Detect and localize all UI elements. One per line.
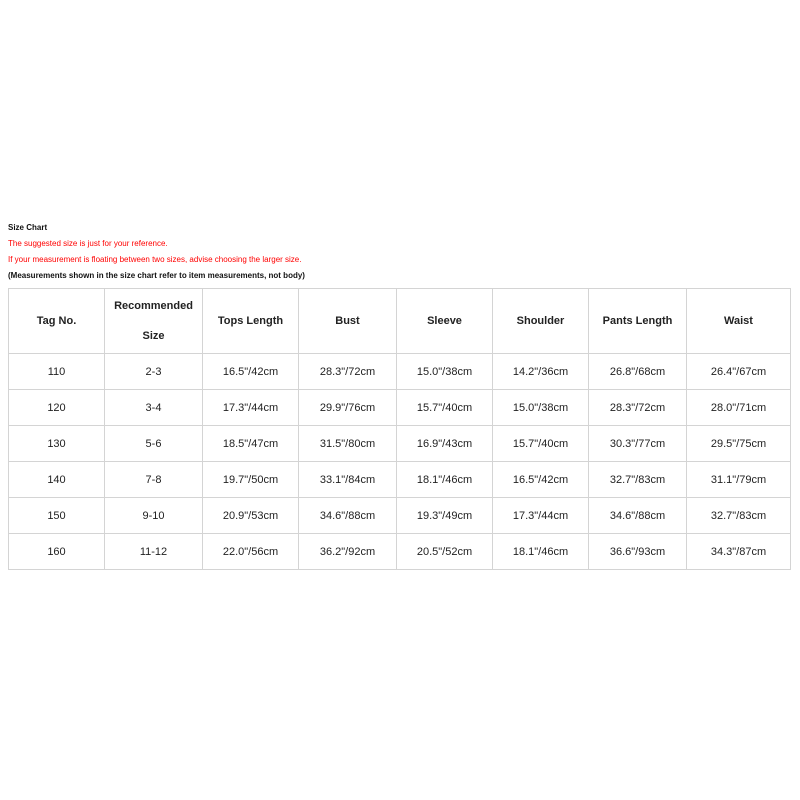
cell-pants-length: 26.8"/68cm — [589, 354, 687, 390]
cell-waist: 32.7"/83cm — [687, 498, 791, 534]
cell-tops-length: 17.3"/44cm — [203, 390, 299, 426]
header-tag-no: Tag No. — [9, 289, 105, 354]
larger-size-note: If your measurement is floating between two sizes, advise choosing the larger size. — [8, 255, 302, 264]
cell-shoulder: 15.7"/40cm — [493, 426, 589, 462]
cell-shoulder: 16.5"/42cm — [493, 462, 589, 498]
header-waist: Waist — [687, 289, 791, 354]
table-row — [9, 462, 791, 498]
cell-tag-no: 150 — [9, 498, 105, 534]
cell-sleeve: 15.0"/38cm — [397, 354, 493, 390]
header-tops-length: Tops Length — [203, 289, 299, 354]
cell-recommended-size: 3-4 — [105, 390, 203, 426]
cell-shoulder: 17.3"/44cm — [493, 498, 589, 534]
cell-waist: 28.0"/71cm — [687, 390, 791, 426]
cell-shoulder: 15.0"/38cm — [493, 390, 589, 426]
cell-bust: 31.5"/80cm — [299, 426, 397, 462]
header-shoulder: Shoulder — [493, 289, 589, 354]
cell-sleeve: 16.9"/43cm — [397, 426, 493, 462]
table-row — [9, 498, 791, 534]
cell-tag-no: 130 — [9, 426, 105, 462]
cell-recommended-size: 9-10 — [105, 498, 203, 534]
cell-bust: 29.9"/76cm — [299, 390, 397, 426]
cell-tag-no: 120 — [9, 390, 105, 426]
reference-note: The suggested size is just for your reference. — [8, 239, 168, 248]
cell-waist: 34.3"/87cm — [687, 534, 791, 570]
header-bust: Bust — [299, 289, 397, 354]
cell-tops-length: 16.5"/42cm — [203, 354, 299, 390]
cell-bust: 34.6"/88cm — [299, 498, 397, 534]
cell-pants-length: 28.3"/72cm — [589, 390, 687, 426]
table-row — [9, 534, 791, 570]
cell-shoulder: 14.2"/36cm — [493, 354, 589, 390]
cell-tag-no: 160 — [9, 534, 105, 570]
cell-pants-length: 34.6"/88cm — [589, 498, 687, 534]
cell-waist: 29.5"/75cm — [687, 426, 791, 462]
cell-sleeve: 15.7"/40cm — [397, 390, 493, 426]
cell-sleeve: 18.1"/46cm — [397, 462, 493, 498]
header-recommended-size: Recommended Size — [105, 289, 203, 354]
cell-tag-no: 110 — [9, 354, 105, 390]
measurement-note: (Measurements shown in the size chart refer to item measurements, not body) — [8, 271, 305, 280]
cell-recommended-size: 7-8 — [105, 462, 203, 498]
cell-recommended-size: 2-3 — [105, 354, 203, 390]
header-pants-length: Pants Length — [589, 289, 687, 354]
cell-pants-length: 30.3"/77cm — [589, 426, 687, 462]
table-header-row — [9, 289, 791, 354]
size-chart-document — [8, 220, 790, 570]
header-sleeve: Sleeve — [397, 289, 493, 354]
cell-tag-no: 140 — [9, 462, 105, 498]
cell-bust: 33.1"/84cm — [299, 462, 397, 498]
cell-bust: 36.2"/92cm — [299, 534, 397, 570]
table-row — [9, 390, 791, 426]
cell-tops-length: 18.5"/47cm — [203, 426, 299, 462]
size-chart-title: Size Chart — [8, 223, 48, 232]
cell-pants-length: 36.6"/93cm — [589, 534, 687, 570]
cell-tops-length: 22.0"/56cm — [203, 534, 299, 570]
cell-waist: 31.1"/79cm — [687, 462, 791, 498]
cell-pants-length: 32.7"/83cm — [589, 462, 687, 498]
cell-shoulder: 18.1"/46cm — [493, 534, 589, 570]
cell-tops-length: 20.9"/53cm — [203, 498, 299, 534]
cell-bust: 28.3"/72cm — [299, 354, 397, 390]
table-row — [9, 426, 791, 462]
size-table — [8, 288, 791, 570]
cell-waist: 26.4"/67cm — [687, 354, 791, 390]
cell-sleeve: 20.5"/52cm — [397, 534, 493, 570]
cell-sleeve: 19.3"/49cm — [397, 498, 493, 534]
cell-recommended-size: 11-12 — [105, 534, 203, 570]
cell-recommended-size: 5-6 — [105, 426, 203, 462]
table-row — [9, 354, 791, 390]
cell-tops-length: 19.7"/50cm — [203, 462, 299, 498]
